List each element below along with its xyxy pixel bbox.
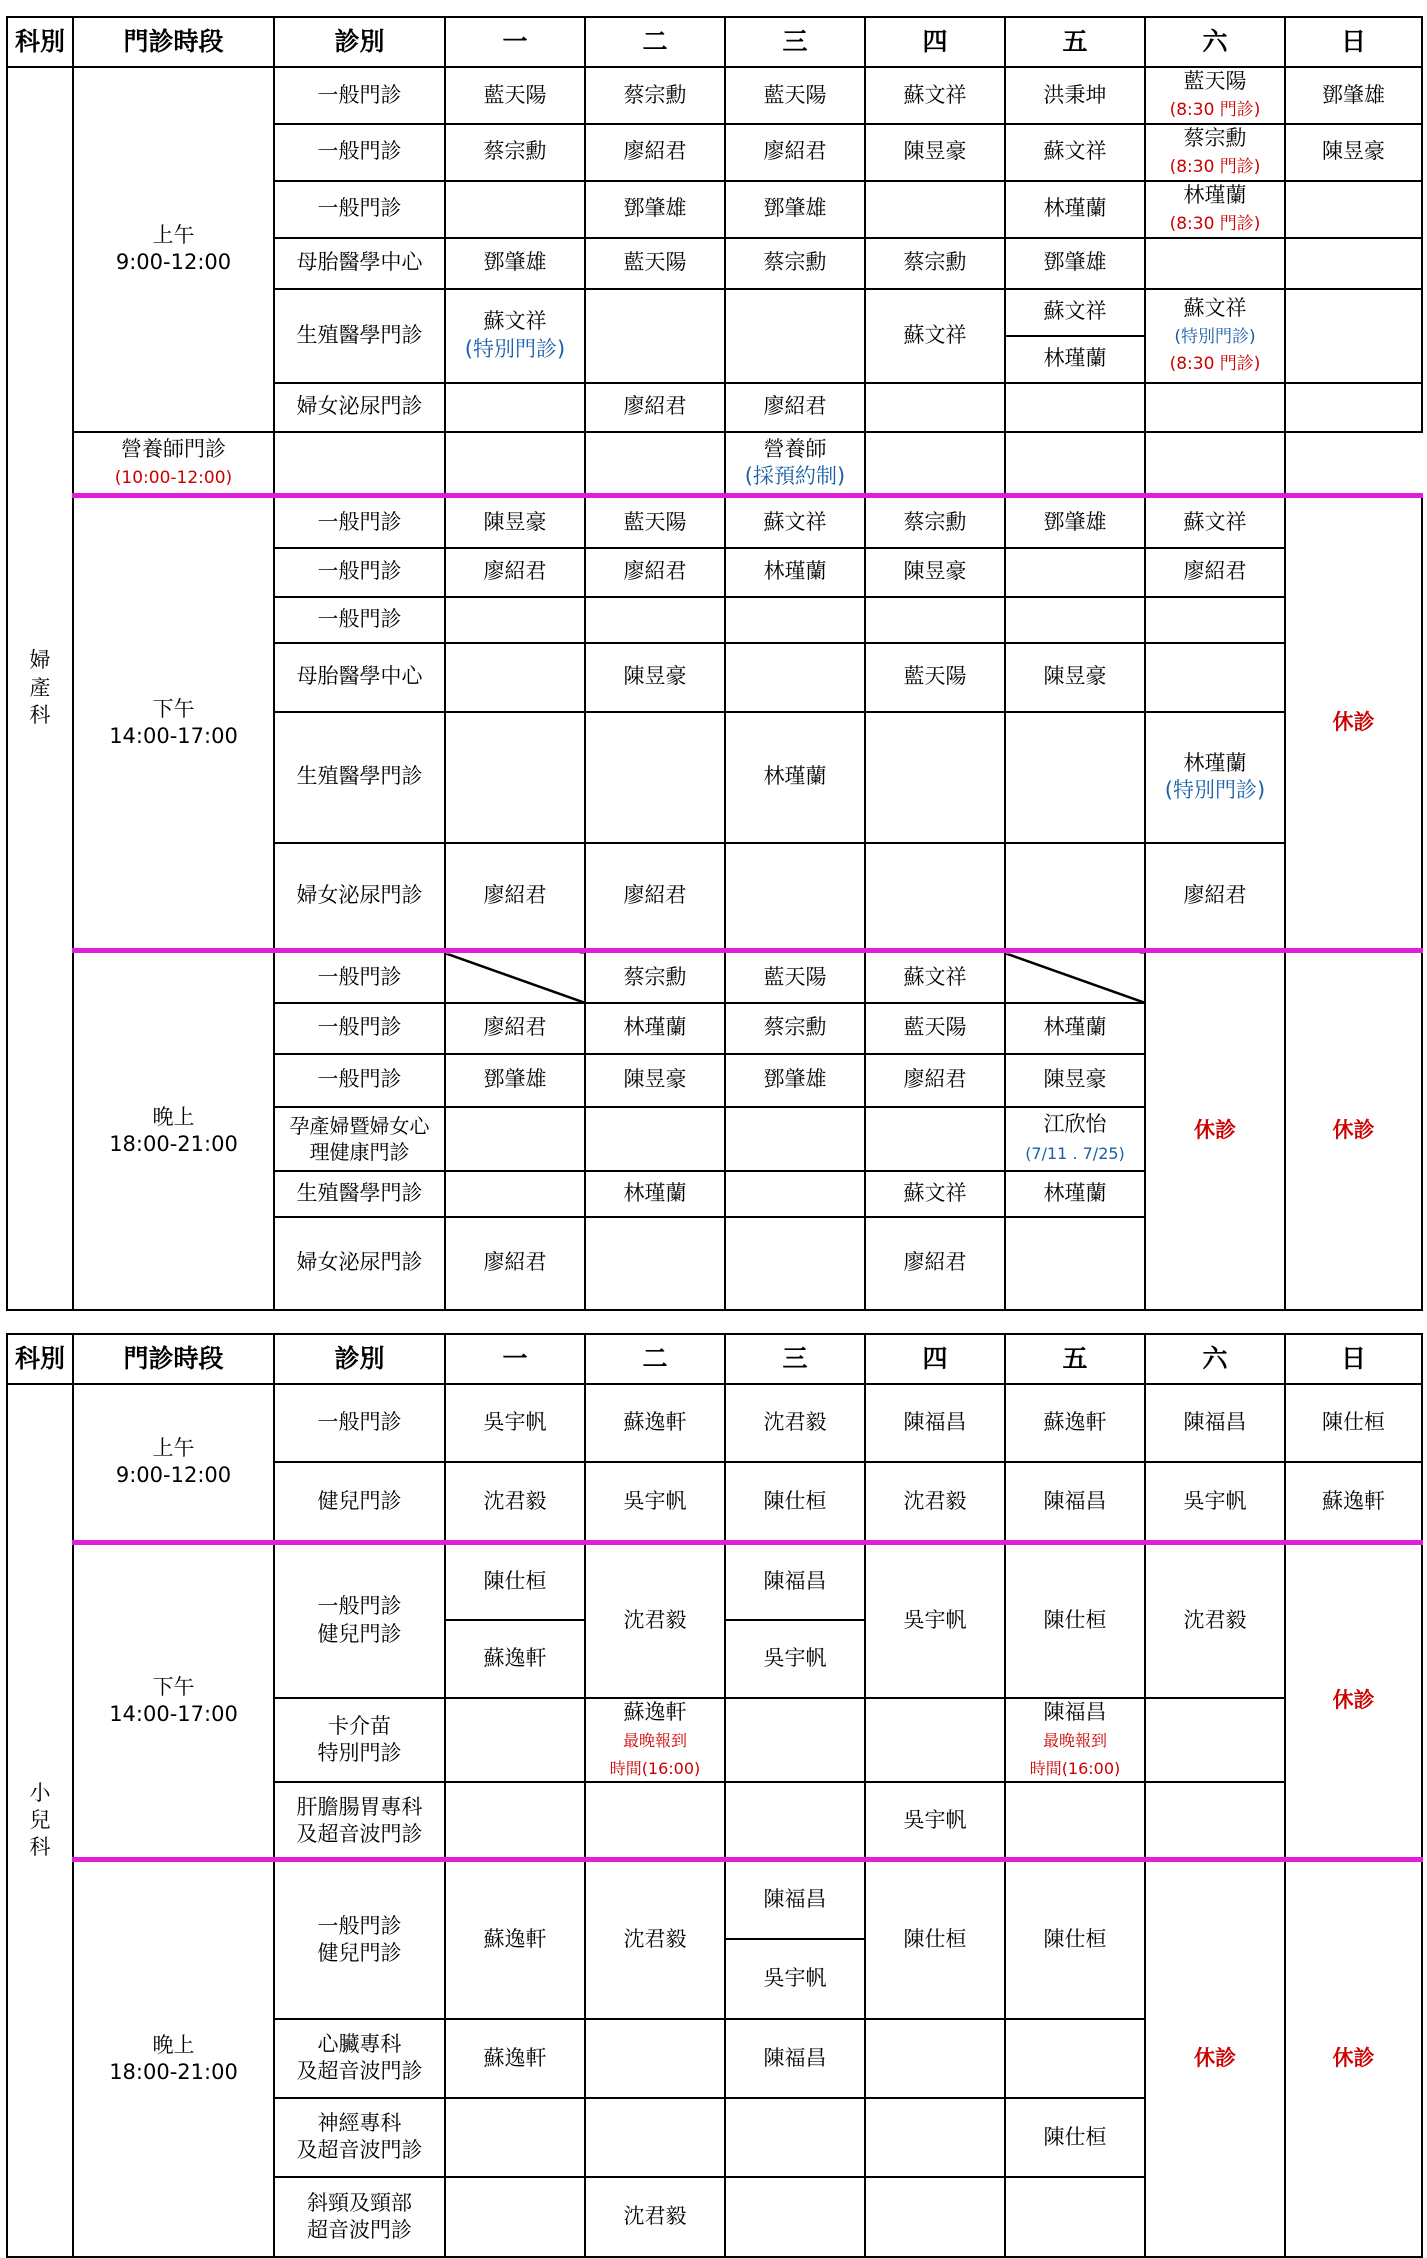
doctor-cell: 陳福昌 (1145, 1384, 1285, 1462)
doctor-cell (445, 2177, 585, 2257)
clinic-name: 一般門診 (274, 1384, 445, 1462)
doctor-cell: 吳宇帆 (585, 1462, 725, 1542)
doctor-cell: 陳昱豪 (445, 496, 585, 548)
doctor-cell: 藍天陽 (725, 67, 865, 124)
doctor-cell (1145, 1782, 1285, 1860)
doctor-cell: 鄧肇雄 (445, 1054, 585, 1107)
doctor-cell: 藍天陽 (445, 67, 585, 124)
doctor-cell (865, 597, 1005, 643)
doctor-cell (445, 712, 585, 843)
header-thu: 四 (865, 17, 1005, 67)
doctor-cell (274, 432, 445, 496)
doctor-cell: 陳福昌 最晚報到 時間(16:00) (1005, 1698, 1145, 1782)
header-sun: 日 (1285, 1334, 1422, 1384)
doctor-cell (585, 1107, 725, 1171)
doctor-cell: 陳昱豪 (585, 1054, 725, 1107)
doctor-cell: 蔡宗勳 (865, 496, 1005, 548)
header-mon: 一 (445, 17, 585, 67)
clinic-name: 肝膽腸胃專科 及超音波門診 (274, 1782, 445, 1860)
doctor-cell (725, 597, 865, 643)
doctor-cell (865, 2177, 1005, 2257)
doctor-cell (725, 1107, 865, 1171)
closed-label: 休診 (1285, 1860, 1422, 2257)
doctor-cell (585, 432, 725, 496)
doctor-cell (1005, 2019, 1145, 2098)
doctor-cell: 陳昱豪 (865, 124, 1005, 181)
doctor-cell (1005, 548, 1145, 597)
clinic-name: 一般門診 (274, 1003, 445, 1054)
doctor-cell (1145, 643, 1285, 712)
doctor-cell (725, 1698, 865, 1782)
doctor-cell (1005, 712, 1145, 843)
doctor-cell: 洪秉坤 (1005, 67, 1145, 124)
period-afternoon: 下午 14:00-17:00 (73, 1542, 274, 1860)
doctor-cell (445, 181, 585, 238)
header-tue: 二 (585, 17, 725, 67)
clinic-name: 一般門診 健兒門診 (274, 1542, 445, 1698)
doctor-cell: 藍天陽 (8:30 門診) (1145, 67, 1285, 124)
doctor-cell (865, 2098, 1005, 2177)
doctor-cell: 蘇逸軒 (445, 2019, 585, 2098)
doctor-cell: 廖紹君 (445, 1003, 585, 1054)
header-dept: 科別 (7, 1334, 73, 1384)
doctor-cell (1145, 432, 1285, 496)
doctor-cell (585, 2019, 725, 2098)
doctor-cell: 陳仕桓 (1005, 1860, 1145, 2019)
doctor-cell (725, 1782, 865, 1860)
doctor-cell: 林瑾蘭 (特別門診) (1145, 712, 1285, 843)
doctor-cell: 廖紹君 (725, 383, 865, 432)
doctor-cell: 蘇文祥 (特別門診) (8:30 門診) (1145, 289, 1285, 383)
doctor-cell: 江欣怡 (7/11 . 7/25) (1005, 1107, 1145, 1171)
header-sat: 六 (1145, 1334, 1285, 1384)
doctor-cell (1285, 238, 1422, 289)
header-dept: 科別 (7, 17, 73, 67)
header-clinic: 診別 (274, 1334, 445, 1384)
doctor-cell (585, 1782, 725, 1860)
doctor-cell (725, 1217, 865, 1310)
doctor-cell (445, 432, 585, 496)
doctor-cell (1005, 597, 1145, 643)
doctor-cell (1285, 289, 1422, 383)
doctor-cell (725, 289, 865, 383)
header-mon: 一 (445, 1334, 585, 1384)
header-sat: 六 (1145, 17, 1285, 67)
dept-label-obgyn: 婦 產 科 (7, 67, 73, 1310)
doctor-cell: 沈君毅 (585, 1542, 725, 1698)
period-afternoon: 下午 14:00-17:00 (73, 496, 274, 951)
closed-label: 休診 (1285, 951, 1422, 1310)
doctor-cell (445, 1107, 585, 1171)
table-row (7, 496, 1422, 548)
doctor-cell: 廖紹君 (585, 548, 725, 597)
doctor-cell: 陳昱豪 (585, 643, 725, 712)
period-evening: 晚上 18:00-21:00 (73, 951, 274, 1310)
doctor-cell: 蘇逸軒 (585, 1384, 725, 1462)
header-clinic: 診別 (274, 17, 445, 67)
doctor-cell: 蘇逸軒 (445, 1860, 585, 2019)
doctor-cell (585, 597, 725, 643)
clinic-name: 一般門診 健兒門診 (274, 1860, 445, 2019)
table-row (7, 1384, 1422, 1462)
doctor-cell: 吳宇帆 (725, 1939, 865, 2019)
doctor-cell (1145, 238, 1285, 289)
header-tue: 二 (585, 1334, 725, 1384)
clinic-name: 一般門診 (274, 1054, 445, 1107)
doctor-cell: 蔡宗勳 (865, 238, 1005, 289)
doctor-cell (1005, 843, 1145, 951)
clinic-name: 婦女泌尿門診 (274, 383, 445, 432)
doctor-cell: 鄧肇雄 (725, 1054, 865, 1107)
doctor-cell: 蘇逸軒 (445, 1620, 585, 1698)
doctor-cell: 沈君毅 (1145, 1542, 1285, 1698)
diagonal-empty-cell (445, 951, 585, 1003)
doctor-cell (585, 1217, 725, 1310)
doctor-cell: 蘇逸軒 最晚報到 時間(16:00) (585, 1698, 725, 1782)
doctor-cell: 蘇文祥 (865, 289, 1005, 383)
doctor-cell: 蔡宗勳 (445, 124, 585, 181)
clinic-name: 卡介苗 特別門診 (274, 1698, 445, 1782)
doctor-cell: 蔡宗勳 (585, 67, 725, 124)
doctor-cell: 廖紹君 (585, 843, 725, 951)
clinic-name: 婦女泌尿門診 (274, 843, 445, 951)
period-morning: 上午 9:00-12:00 (73, 67, 274, 432)
header-sun: 日 (1285, 17, 1422, 67)
doctor-cell: 吳宇帆 (865, 1542, 1005, 1698)
doctor-cell: 陳昱豪 (1285, 124, 1422, 181)
doctor-cell (725, 2177, 865, 2257)
doctor-cell (865, 181, 1005, 238)
doctor-cell (1005, 383, 1145, 432)
doctor-cell: 鄧肇雄 (585, 181, 725, 238)
header-period: 門診時段 (73, 1334, 274, 1384)
doctor-cell: 藍天陽 (585, 496, 725, 548)
clinic-name: 斜頸及頸部 超音波門診 (274, 2177, 445, 2257)
doctor-cell (865, 432, 1005, 496)
doctor-cell (1285, 383, 1422, 432)
doctor-cell: 陳仕桓 (1005, 2098, 1145, 2177)
doctor-cell: 陳仕桓 (445, 1542, 585, 1620)
doctor-cell: 林瑾蘭 (1005, 336, 1145, 383)
header-period: 門診時段 (73, 17, 274, 67)
doctor-cell: 鄧肇雄 (445, 238, 585, 289)
clinic-name: 一般門診 (274, 124, 445, 181)
doctor-cell (725, 2098, 865, 2177)
table-row (7, 67, 1422, 124)
clinic-name: 心臟專科 及超音波門診 (274, 2019, 445, 2098)
doctor-cell (445, 1171, 585, 1217)
doctor-cell (445, 597, 585, 643)
doctor-cell: 廖紹君 (445, 1217, 585, 1310)
doctor-cell (1005, 2177, 1145, 2257)
doctor-cell: 鄧肇雄 (1005, 496, 1145, 548)
clinic-name: 健兒門診 (274, 1462, 445, 1542)
clinic-name: 一般門診 (274, 951, 445, 1003)
doctor-cell (865, 2019, 1005, 2098)
doctor-cell: 陳仕桓 (1005, 1542, 1145, 1698)
doctor-cell (585, 2098, 725, 2177)
doctor-cell (445, 383, 585, 432)
doctor-cell (865, 712, 1005, 843)
doctor-cell (585, 289, 725, 383)
doctor-cell (865, 843, 1005, 951)
clinic-name: 營養師門診 (10:00-12:00) (73, 432, 274, 496)
doctor-cell: 林瑾蘭 (725, 712, 865, 843)
doctor-cell: 蘇逸軒 (1005, 1384, 1145, 1462)
doctor-cell: 廖紹君 (725, 124, 865, 181)
clinic-name: 婦女泌尿門診 (274, 1217, 445, 1310)
doctor-cell: 沈君毅 (445, 1462, 585, 1542)
doctor-cell: 鄧肇雄 (1005, 238, 1145, 289)
doctor-cell (1005, 432, 1145, 496)
diagonal-empty-cell (1005, 951, 1145, 1003)
doctor-cell (725, 643, 865, 712)
doctor-cell: 陳福昌 (1005, 1462, 1145, 1542)
header-row (7, 17, 1422, 67)
doctor-cell: 陳昱豪 (865, 548, 1005, 597)
doctor-cell (445, 643, 585, 712)
doctor-cell: 沈君毅 (865, 1462, 1005, 1542)
doctor-cell: 吳宇帆 (865, 1782, 1005, 1860)
doctor-cell (1285, 181, 1422, 238)
doctor-cell: 廖紹君 (445, 843, 585, 951)
doctor-cell: 吳宇帆 (725, 1620, 865, 1698)
table-row (7, 432, 1422, 496)
period-evening: 晚上 18:00-21:00 (73, 1860, 274, 2257)
doctor-cell: 林瑾蘭 (1005, 1003, 1145, 1054)
closed-label: 休診 (1285, 496, 1422, 951)
doctor-cell (445, 1782, 585, 1860)
clinic-name: 孕產婦暨婦女心 理健康門診 (274, 1107, 445, 1171)
table-row (7, 1542, 1422, 1620)
doctor-cell (585, 712, 725, 843)
doctor-cell (1005, 1217, 1145, 1310)
header-thu: 四 (865, 1334, 1005, 1384)
doctor-cell: 林瑾蘭 (585, 1171, 725, 1217)
doctor-cell: 廖紹君 (1145, 843, 1285, 951)
clinic-name: 一般門診 (274, 67, 445, 124)
doctor-cell: 林瑾蘭 (8:30 門診) (1145, 181, 1285, 238)
doctor-cell: 沈君毅 (585, 2177, 725, 2257)
doctor-cell (1145, 383, 1285, 432)
doctor-cell: 藍天陽 (865, 1003, 1005, 1054)
clinic-name: 一般門診 (274, 181, 445, 238)
doctor-cell: 營養師 (採預約制) (725, 432, 865, 496)
doctor-cell: 蘇文祥 (865, 1171, 1005, 1217)
clinic-name: 神經專科 及超音波門診 (274, 2098, 445, 2177)
clinic-name: 生殖醫學門診 (274, 289, 445, 383)
header-fri: 五 (1005, 17, 1145, 67)
doctor-cell: 廖紹君 (585, 383, 725, 432)
doctor-cell: 蘇文祥 (725, 496, 865, 548)
clinic-name: 一般門診 (274, 496, 445, 548)
doctor-cell: 蔡宗勳 (725, 238, 865, 289)
clinic-name: 母胎醫學中心 (274, 643, 445, 712)
doctor-cell: 蘇文祥 (865, 951, 1005, 1003)
doctor-cell: 廖紹君 (1145, 548, 1285, 597)
doctor-cell: 陳福昌 (725, 1542, 865, 1620)
doctor-cell (1145, 1698, 1285, 1782)
doctor-cell: 蘇文祥 (1145, 496, 1285, 548)
doctor-cell: 陳仕桓 (865, 1860, 1005, 2019)
doctor-cell: 陳仕桓 (1285, 1384, 1422, 1462)
doctor-cell: 藍天陽 (865, 643, 1005, 712)
doctor-cell: 廖紹君 (585, 124, 725, 181)
dept-label-peds: 小 兒 科 (7, 1384, 73, 2257)
doctor-cell (865, 1107, 1005, 1171)
doctor-cell: 林瑾蘭 (725, 548, 865, 597)
doctor-cell (1005, 1782, 1145, 1860)
doctor-cell: 沈君毅 (585, 1860, 725, 2019)
doctor-cell: 林瑾蘭 (1005, 181, 1145, 238)
doctor-cell: 蘇文祥 (特別門診) (445, 289, 585, 383)
doctor-cell (445, 2098, 585, 2177)
doctor-cell: 蔡宗勳 (8:30 門診) (1145, 124, 1285, 181)
doctor-cell: 蔡宗勳 (585, 951, 725, 1003)
doctor-cell: 陳仕桓 (725, 1462, 865, 1542)
doctor-cell: 沈君毅 (725, 1384, 865, 1462)
closed-label: 休診 (1145, 951, 1285, 1310)
doctor-cell (865, 383, 1005, 432)
closed-label: 休診 (1145, 1860, 1285, 2257)
clinic-name: 生殖醫學門診 (274, 712, 445, 843)
doctor-cell: 蔡宗勳 (725, 1003, 865, 1054)
doctor-cell: 陳昱豪 (1005, 1054, 1145, 1107)
doctor-cell: 陳福昌 (725, 2019, 865, 2098)
header-fri: 五 (1005, 1334, 1145, 1384)
doctor-cell: 蘇逸軒 (1285, 1462, 1422, 1542)
doctor-cell: 廖紹君 (445, 548, 585, 597)
clinic-name: 生殖醫學門診 (274, 1171, 445, 1217)
doctor-cell (725, 843, 865, 951)
doctor-cell: 鄧肇雄 (725, 181, 865, 238)
doctor-cell: 陳福昌 (725, 1860, 865, 1939)
doctor-cell: 鄧肇雄 (1285, 67, 1422, 124)
table-row (7, 1860, 1422, 1939)
doctor-cell (1145, 597, 1285, 643)
doctor-cell: 林瑾蘭 (1005, 1171, 1145, 1217)
doctor-cell: 吳宇帆 (1145, 1462, 1285, 1542)
doctor-cell: 廖紹君 (865, 1217, 1005, 1310)
doctor-cell: 陳福昌 (865, 1384, 1005, 1462)
doctor-cell (445, 1698, 585, 1782)
peds-schedule-table (6, 1333, 1423, 2258)
clinic-name: 一般門診 (274, 548, 445, 597)
header-wed: 三 (725, 1334, 865, 1384)
table-row (7, 951, 1422, 1003)
period-morning: 上午 9:00-12:00 (73, 1384, 274, 1542)
doctor-cell: 藍天陽 (585, 238, 725, 289)
doctor-cell: 吳宇帆 (445, 1384, 585, 1462)
clinic-name: 母胎醫學中心 (274, 238, 445, 289)
doctor-cell: 蘇文祥 (1005, 289, 1145, 336)
doctor-cell: 藍天陽 (725, 951, 865, 1003)
doctor-cell: 陳昱豪 (1005, 643, 1145, 712)
obgyn-schedule-table (6, 16, 1423, 1311)
header-wed: 三 (725, 17, 865, 67)
doctor-cell: 蘇文祥 (865, 67, 1005, 124)
closed-label: 休診 (1285, 1542, 1422, 1860)
doctor-cell (725, 1171, 865, 1217)
header-row (7, 1334, 1422, 1384)
doctor-cell: 廖紹君 (865, 1054, 1005, 1107)
doctor-cell: 蘇文祥 (1005, 124, 1145, 181)
doctor-cell: 林瑾蘭 (585, 1003, 725, 1054)
doctor-cell (865, 1698, 1005, 1782)
clinic-name: 一般門診 (274, 597, 445, 643)
